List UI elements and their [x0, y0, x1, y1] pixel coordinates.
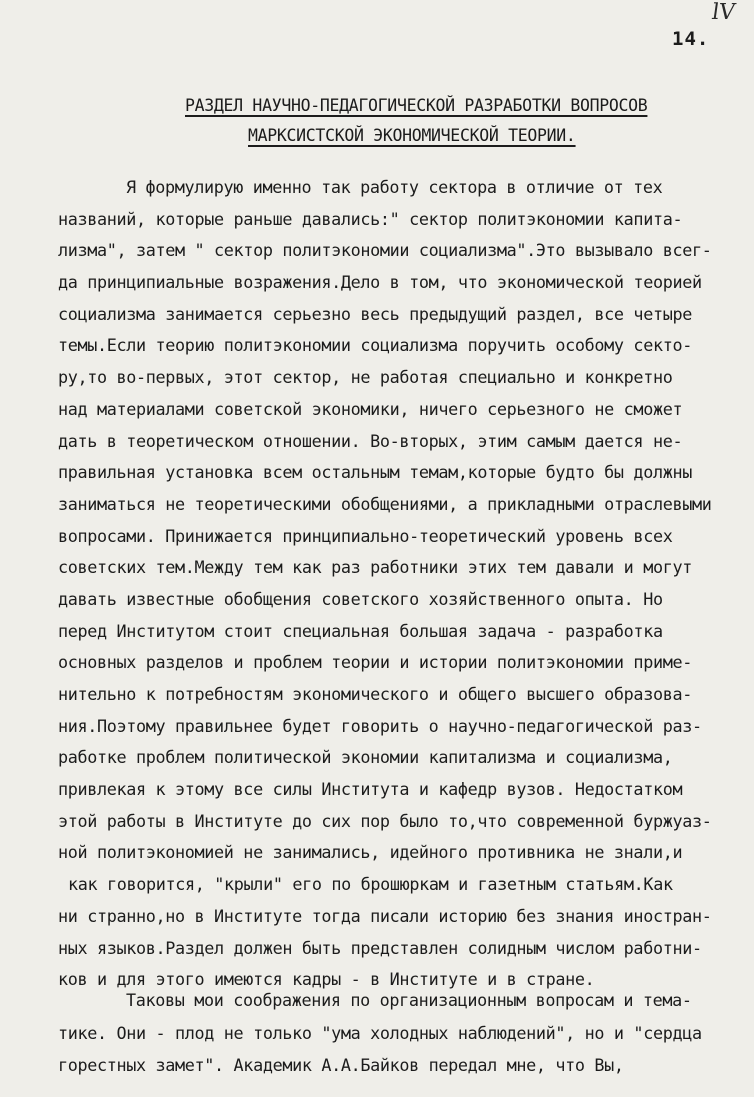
text-line: работке проблем политической экономии капитализма и социализма, — [58, 747, 673, 768]
section-heading-line-2: МАРКСИСТСКОЙ ЭКОНОМИЧЕСКОЙ ТЕОРИИ. — [248, 126, 576, 145]
text-line: перед Институтом стоит специальная большая задача - разработка — [58, 620, 663, 641]
text-line: советских тем.Между тем как раз работники этих тем давали и могут — [58, 557, 692, 578]
text-line: нительно к потребностям экономического и общего высшего образова- — [58, 684, 692, 704]
text-line: Таковы мои соображения по организационным вопросам и тема- — [126, 990, 692, 1010]
text-line: Я формулирую именно так работу сектора в отличие от тех — [126, 177, 663, 197]
text-line: давать известные обобщения советского хозяйственного опыта. Но — [58, 588, 663, 609]
text-line: да принципиальные возражения.Дело в том, что экономической теорией — [58, 272, 702, 293]
text-line: этой работы в Институте до сих пор было то,что современной буржуаз- — [58, 810, 712, 831]
handwritten-page-mark: lV — [710, 0, 737, 25]
text-line: вопросами. Принижается принципиально-теоретический уровень всех — [58, 525, 673, 546]
text-line: основных разделов и проблем теории и истории политэкономии приме- — [58, 652, 692, 673]
section-heading-line-1: РАЗДЕЛ НАУЧНО-ПЕДАГОГИЧЕСКОЙ РАЗРАБОТКИ ВОПРОСОВ — [185, 96, 648, 115]
text-line: правильная установка всем остальным темам,которые будто бы должны — [58, 462, 692, 483]
text-line: как говорится, "крыли" его по брошюркам и газетным статьям.Как — [68, 874, 673, 895]
text-line: социализма занимается серьезно весь предыдущий раздел, все четыре — [58, 303, 692, 324]
text-line: заниматься не теоретическими обобщениями, а прикладными отраслевыми — [58, 493, 712, 514]
page-number: 14. — [672, 28, 710, 50]
text-line: ных языков.Раздел должен быть представлен солидным числом работни- — [58, 937, 702, 958]
text-line: названий, которые раньше давались:" сектор политэкономии капита- — [58, 208, 683, 229]
text-line: темы.Если теорию политэкономии социализма поручить особому секто- — [58, 335, 692, 356]
text-line: дать в теоретическом отношении. Во-вторых, этим самым дается не- — [58, 430, 683, 451]
paragraph-1 — [58, 172, 748, 996]
text-line: горестных замет". Академик А.А.Байков передал мне, что Вы, — [58, 1055, 624, 1075]
text-line: ру,то во-первых, этот сектор, не работая специально и конкретно — [58, 367, 673, 388]
paragraph-2 — [58, 984, 748, 1082]
text-line: над материалами советской экономики, ничего серьезного не сможет — [58, 398, 683, 419]
text-line: ков и для этого имеются кадры - в Институте и в стране. — [58, 969, 595, 990]
text-line: привлекая к этому все силы Института и кафедр вузов. Недостатком — [58, 779, 683, 800]
text-line: ни странно,но в Институте тогда писали историю без знания иностран- — [58, 905, 712, 926]
text-line: тике. Они - плод не только "ума холодных наблюдений", но и "сердца — [58, 1022, 702, 1043]
text-line: лизма", затем " сектор политэкономии социализма".Это вызывало всег- — [58, 240, 712, 261]
text-line: ной политэкономией не занимались, идейного противника не знали,и — [58, 842, 683, 863]
text-line: ния.Поэтому правильнее будет говорить о научно-педагогической раз- — [58, 715, 702, 736]
